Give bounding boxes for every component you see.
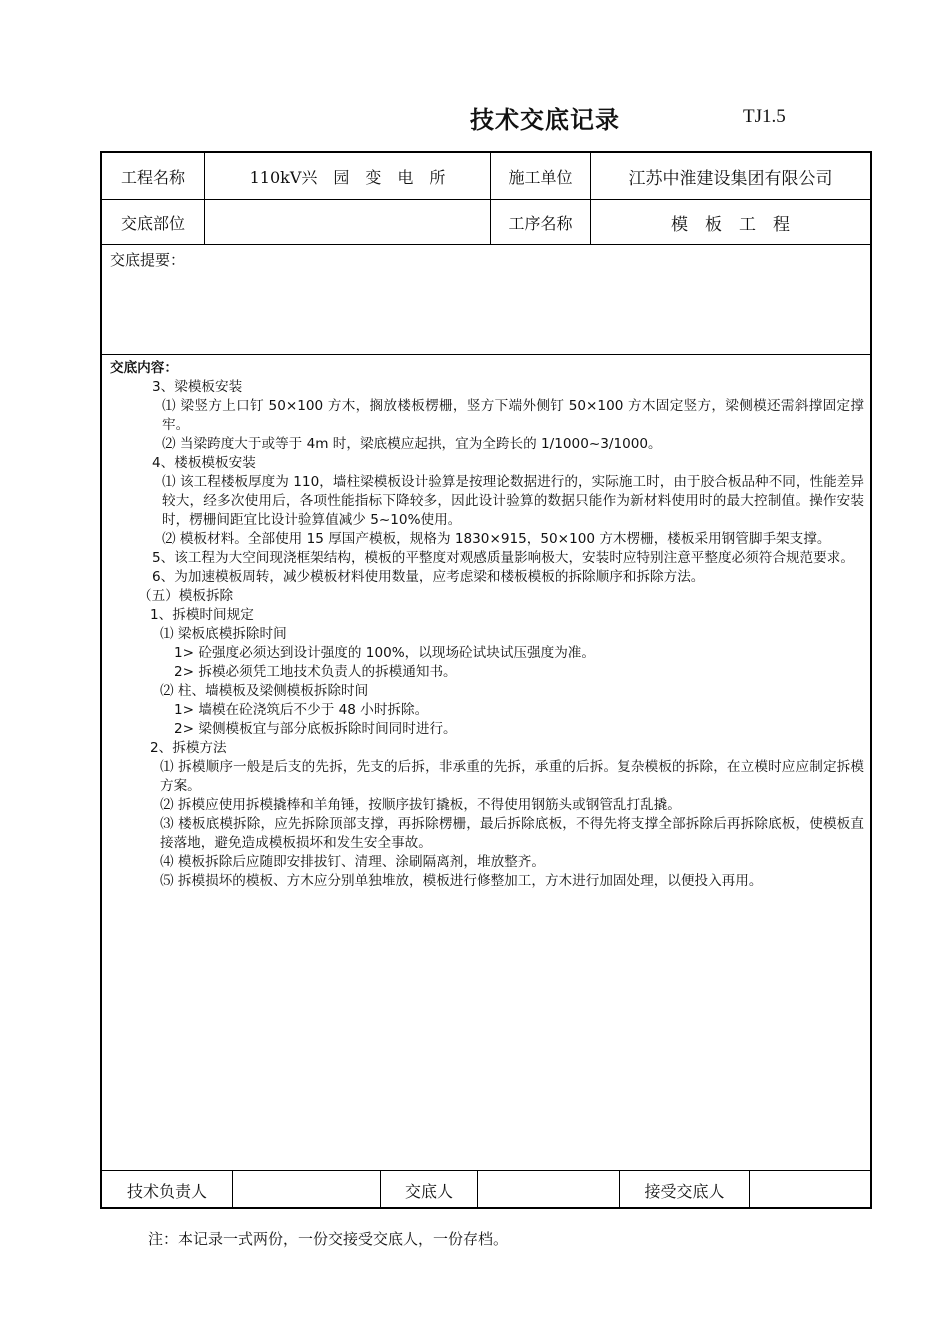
content-line: ⑵ 拆模应使用拆模撬棒和羊角锤，按顺序拔钉撬板，不得使用钢筋头或钢管乱打乱撬。 xyxy=(160,797,681,813)
content-line: 3、梁模板安装 xyxy=(152,379,243,395)
content-line: ⑸ 拆模损坏的模板、方木应分别单独堆放，模板进行修整加工，方木进行加固处理，以便投入再用。 xyxy=(160,873,763,889)
content-body xyxy=(110,359,864,891)
discloser-label: 交底人 xyxy=(380,1171,477,1209)
discloser-signature xyxy=(477,1171,619,1209)
process-value: 模 板 工 程 xyxy=(590,200,870,244)
summary-label: 交底提要： xyxy=(110,251,186,269)
contractor-value: 江苏中淮建设集团有限公司 xyxy=(590,153,870,199)
content-line: ⑷ 模板拆除后应随即安排拔钉、清理、涂刷隔离剂，堆放整齐。 xyxy=(160,854,545,870)
content-line: 2、拆模方法 xyxy=(150,740,227,756)
info-row-2 xyxy=(102,200,870,245)
content-line: ⑵ 柱、墙模板及梁侧模板拆除时间 xyxy=(160,683,369,699)
part-label: 交底部位 xyxy=(120,213,185,233)
content-line: 2> 梁侧模板宜与部分底板拆除时间同时进行。 xyxy=(174,721,457,737)
content-line: ⑴ 该工程楼板厚度为 110，墙柱梁模板设计验算是按理论数据进行的，实际施工时，由于胶合板品种不同，性能差异较大，经多次使用后，各项性能指标下降较多，因此设计验算的数据只能作为新材料使用时的最大控制值。操作安装时，楞栅间距宜比设计验算值减少 5~10%使用。 xyxy=(162,474,864,528)
content-heading: 交底内容： xyxy=(110,360,178,376)
info-row-1 xyxy=(102,153,870,200)
receiver-label: 接受交底人 xyxy=(619,1171,749,1209)
project-name-value: 110kV兴 园 变 电 所 xyxy=(204,153,490,199)
content-line: 6、为加速模板周转，减少模板材料使用数量，应考虑梁和楼板模板的拆除顺序和拆除方法。 xyxy=(152,569,705,585)
process-label: 工序名称 xyxy=(490,200,590,244)
content-line: 2> 拆模必须凭工地技术负责人的拆模通知书。 xyxy=(174,664,457,680)
tech-lead-label: 技术负责人 xyxy=(126,1181,207,1201)
content-line: ⑴ 梁竖方上口钉 50×100 方木，搁放楼板楞栅，竖方下端外侧钉 50×100 方木固定竖方，梁侧模还需斜撑固定撑牢。 xyxy=(162,398,864,433)
content-line: 1> 墙模在砼浇筑后不少于 48 小时拆除。 xyxy=(174,702,429,718)
page-title: 技术交底记录 xyxy=(470,106,620,134)
contractor-label: 施工单位 xyxy=(490,153,590,199)
tech-lead-signature xyxy=(232,1171,380,1209)
content-line: 4、楼板模板安装 xyxy=(152,455,256,471)
content-line: 1> 砼强度必须达到设计强度的 100%，以现场砼试块试压强度为准。 xyxy=(174,645,595,661)
content-section xyxy=(102,355,870,1171)
content-line: ⑴ 拆模顺序一般是后支的先拆，先支的后拆，非承重的先拆，承重的后拆。复杂模板的拆除，在立模时应应制定拆模方案。 xyxy=(160,759,864,794)
signature-row xyxy=(102,1171,870,1209)
receiver-signature xyxy=(749,1171,870,1209)
content-line: ⑵ 模板材料。全部使用 15 厚国产模板，规格为 1830×915，50×100 方木楞栅，楼板采用钢管脚手架支撑。 xyxy=(162,531,831,547)
form-code: TJ1.5 xyxy=(743,106,786,127)
content-line: ⑵ 当梁跨度大于或等于 4m 时，梁底模应起拱，宜为全跨长的 1/1000~3/1000。 xyxy=(162,436,662,452)
footer-note: 注：本记录一式两份，一份交接受交底人，一份存档。 xyxy=(148,1230,509,1248)
project-name-label: 工程名称 xyxy=(120,167,185,187)
content-line: 1、拆模时间规定 xyxy=(150,607,254,623)
content-line: ⑶ 楼板底模拆除，应先拆除顶部支撑，再拆除楞栅，最后拆除底板，不得先将支撑全部拆除后再拆除底板，使模板直接落地，避免造成模板损坏和发生安全事故。 xyxy=(160,816,864,851)
content-line: 5、该工程为大空间现浇框架结构，模板的平整度对观感质量影响极大，安装时应特别注意平整度必须符合规范要求。 xyxy=(152,550,854,566)
content-line: （五）模板拆除 xyxy=(138,588,234,604)
part-value xyxy=(204,200,490,244)
record-table xyxy=(100,151,872,1209)
summary-section xyxy=(102,245,870,355)
content-line: ⑴ 梁板底模拆除时间 xyxy=(160,626,287,642)
